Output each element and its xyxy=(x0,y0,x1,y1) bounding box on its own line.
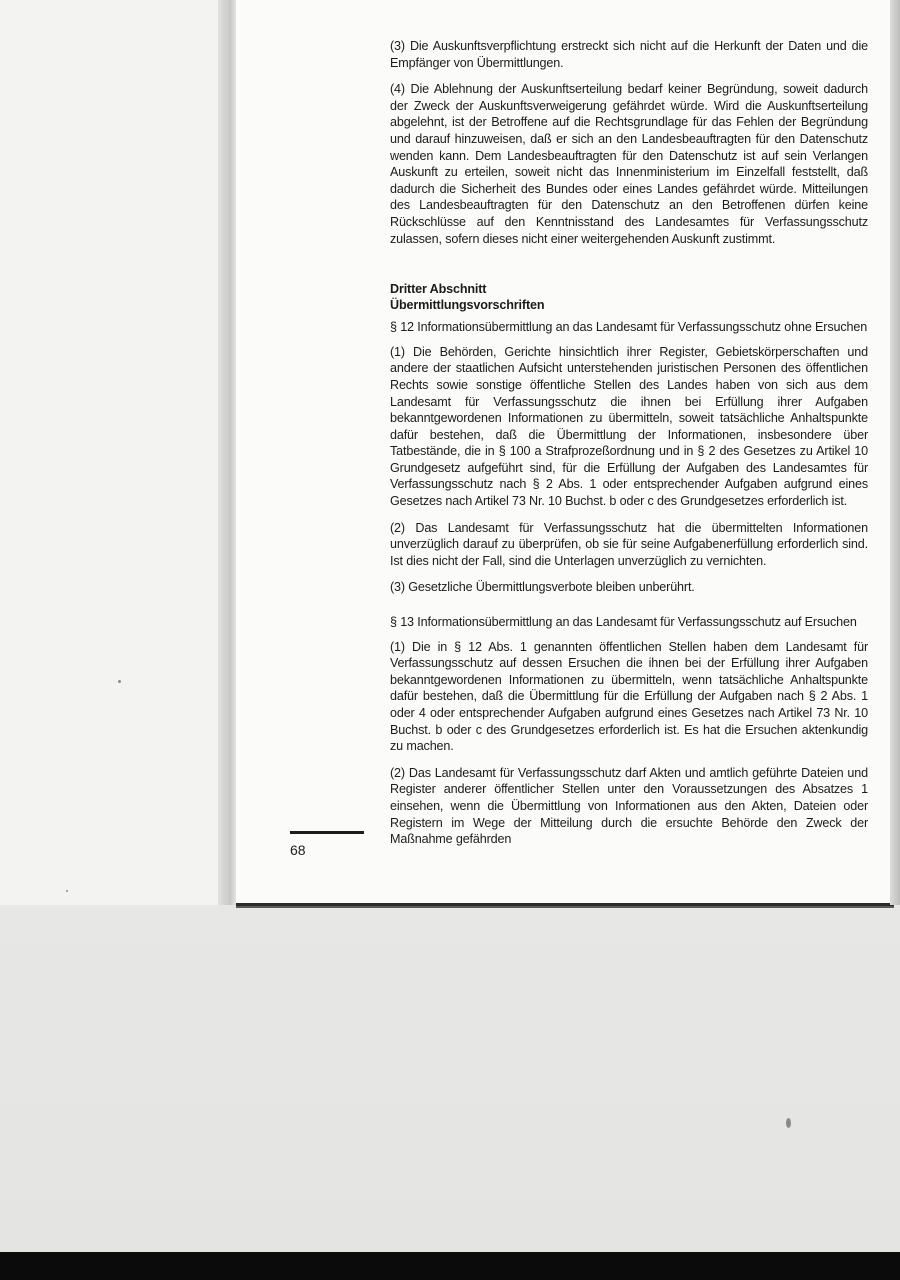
section-12-paragraph-1: (1) Die Behörden, Gerichte hinsichtlich ihrer Register, Gebietskörperschaften und andere der staatlichen Aufsicht unterstehenden juristischen Personen des öffentlichen Rechts sowie sonstige öffentliche Stellen des Landes haben von sich aus dem Landesamt für Verfassungsschutz die ihnen bei Erfüllung ihrer Aufgaben bekanntgewordenen Informationen zu übermitteln, soweit tatsächliche Anhaltspunkte dafür bestehen, daß die Übermittlung der Informationen, insbesondere über Tatbestände, die in § 100 a Strafprozeßordnung und in § 2 des Gesetzes zu Artikel 10 Grundgesetz aufgeführt sind, für die Erfüllung der Aufgaben des Landesamtes für Verfassungsschutz nach § 2 Abs. 1 oder entsprechender Aufgaben aufgrund eines Gesetzes nach Artikel 73 Nr. 10 Buchst. b oder c des Grundgesetzes erforderlich ist. xyxy=(390,344,868,509)
scanner-bottom-edge xyxy=(0,1252,900,1280)
page-content xyxy=(390,38,868,858)
section-12-title: § 12 Informationsübermittlung an das Landesamt für Verfassungsschutz ohne Ersuchen xyxy=(390,320,868,335)
scan-speck xyxy=(118,680,121,683)
section-heading: Dritter Abschnitt xyxy=(390,282,487,297)
scan-speck xyxy=(66,890,68,892)
section-13-paragraph-1: (1) Die in § 12 Abs. 1 genannten öffentlichen Stellen haben dem Landesamt für Verfassungsschutz auf dessen Ersuchen die ihnen bei der Erfüllung ihrer Aufgaben bekanntgewordenen Informationen zu übermitteln, wenn tatsächliche Anhaltspunkte dafür bestehen, daß die Übermittlung für die Erfüllung der Aufgaben nach § 2 Abs. 1 oder 4 oder entsprechender Aufgaben aufgrund eines Gesetzes nach Artikel 73 Nr. 10 Buchst. b oder c des Grundgesetzes erforderlich ist. Es hat die Ersuchen aktenkundig zu machen. xyxy=(390,639,868,754)
paragraph-4: (4) Die Ablehnung der Auskunftserteilung bedarf keiner Begründung, soweit dadurch der Zweck der Auskunftsverweigerung gefährdet würde. Wird die Auskunftserteilung abgelehnt, ist der Betroffene auf die Rechtsgrundlage für das Fehlen der Begründung und darauf hinzuweisen, daß er sich an den Landesbeauftragten für den Datenschutz wenden kann. Dem Landesbeauftragten für den Datenschutz ist auf sein Verlangen Auskunft zu erteilen, soweit nicht das Innenministerium im Einzelfall feststellt, daß dadurch die Sicherheit des Bundes oder eines Landes gefährdet würde. Mitteilungen des Landesbeauftragten für den Datenschutz an den Betroffenen dürfen keine Rückschlüsse auf den Kenntnisstand des Landesamtes für Verfassungsschutz zulassen, sofern dieses nicht einer weitergehenden Auskunft zustimmt. xyxy=(390,82,868,246)
facing-page-edge xyxy=(0,0,232,905)
footer-rule xyxy=(290,831,364,834)
section-12-paragraph-3: (3) Gesetzliche Übermittlungsverbote bleiben unberührt. xyxy=(390,580,695,595)
page-number: 68 xyxy=(290,842,306,858)
paragraph-3: (3) Die Auskunftsverpflichtung erstreckt sich nicht auf die Herkunft der Daten und die Empfänger von Übermittlungen. xyxy=(390,39,868,70)
section-12-paragraph-2: (2) Das Landesamt für Verfassungsschutz hat die übermittelten Informationen unverzüglich darauf zu überprüfen, ob sie für seine Aufgabenerfüllung erforderlich sind. Ist dies nicht der Fall, sind die Unterlagen unverzüglich zu vernichten. xyxy=(390,520,868,568)
section-13-title: § 13 Informationsübermittlung an das Landesamt für Verfassungsschutz auf Ersuchen xyxy=(390,615,857,630)
section-13-paragraph-2: (2) Das Landesamt für Verfassungsschutz darf Akten und amtlich geführte Dateien und Register anderer öffentlicher Stellen unter den Voraussetzungen des Absatzes 1 einsehen, wenn die Übermittlung von Informationen aus den Akten, Dateien oder Registern im Wege der Mitteilung durch die ersuchte Behörde den Zweck der Maßnahme gefährden xyxy=(390,765,868,847)
scan-speck xyxy=(786,1118,791,1128)
section-subheading: Übermittlungsvorschriften xyxy=(390,298,545,313)
page-edge-shadow xyxy=(890,0,900,905)
